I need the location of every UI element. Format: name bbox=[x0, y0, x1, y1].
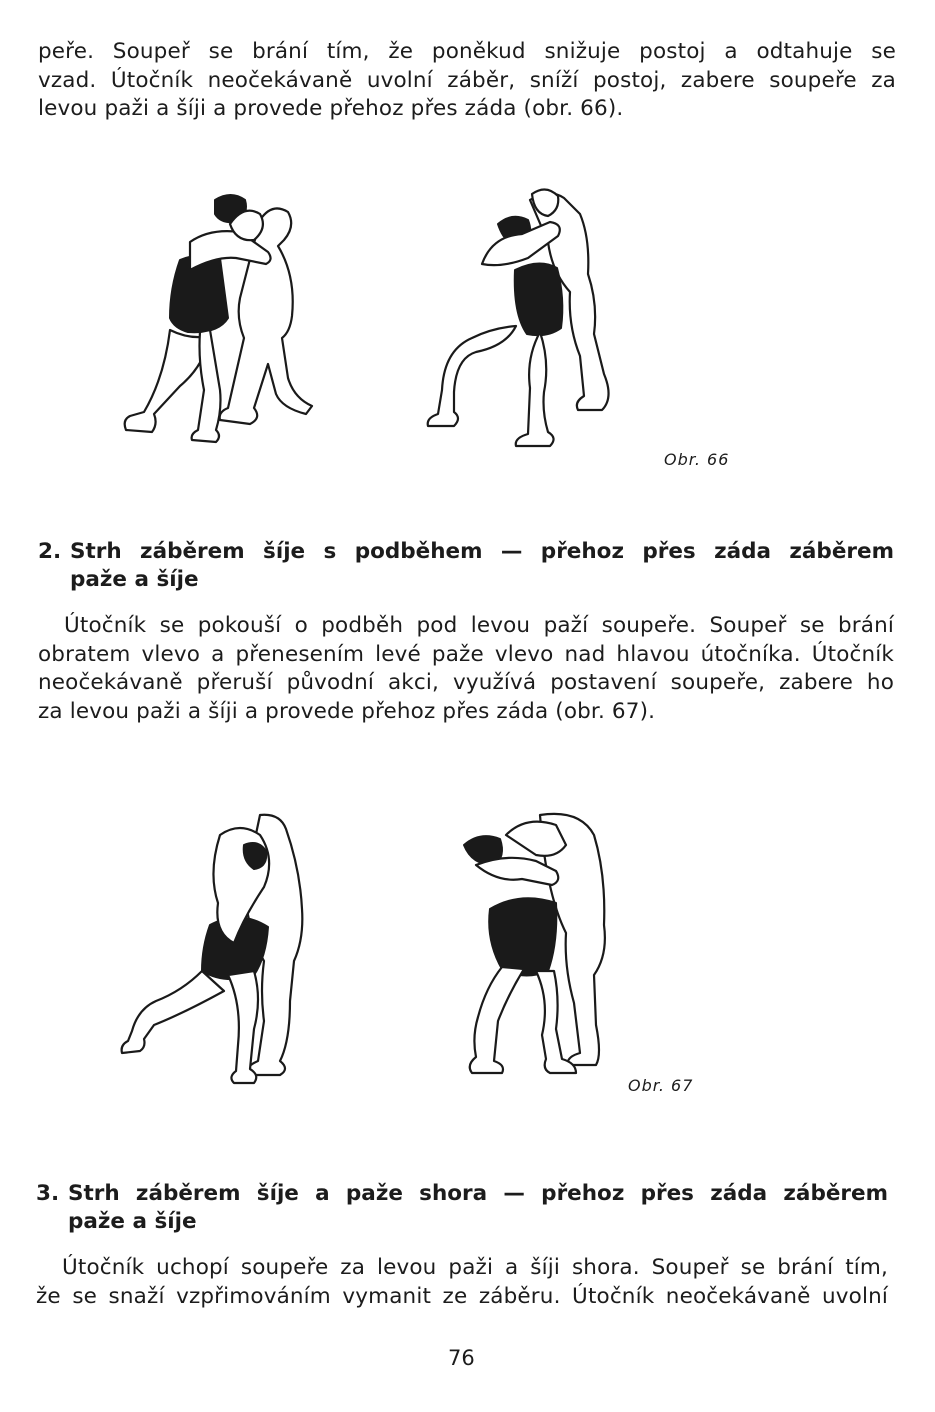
text-line: levou paži a šíji a provede přehoz přes záda (obr. 66). bbox=[38, 96, 624, 121]
section-title-line: Strh záběrem šíje a paže shora — přehoz přes záda záběrem bbox=[68, 1181, 888, 1206]
figure-67-caption: Obr. 67 bbox=[628, 1076, 694, 1095]
text-line: vzad. Útočník neočekávaně uvolní záběr, sníží postoj, zabere soupeře za bbox=[38, 67, 896, 93]
section-title-line: Strh záběrem šíje s podběhem — přehoz přes záda záběrem bbox=[70, 539, 894, 564]
text-line: Útočník uchopí soupeře za levou paži a šíji shora. Soupeř se brání tím, bbox=[62, 1255, 888, 1280]
figure-66-right-illustration bbox=[420, 180, 650, 470]
section-number: 2. bbox=[38, 539, 62, 564]
text-line: peře. Soupeř se brání tím, že poněkud snižuje postoj a odtahuje se bbox=[38, 39, 896, 64]
intro-paragraph bbox=[38, 38, 896, 124]
text-line: že se snaží vzpřimováním vymanit ze záběru. Útočník neočekávaně uvolní bbox=[36, 1283, 888, 1309]
section-title-line: paže a šíje bbox=[68, 1209, 197, 1234]
section-2-body bbox=[38, 612, 894, 726]
figure-67-right-illustration bbox=[440, 805, 660, 1095]
section-2-heading bbox=[38, 538, 894, 594]
figure-66-caption: Obr. 66 bbox=[664, 450, 730, 469]
figure-66-left-illustration bbox=[110, 180, 340, 450]
section-title-line: paže a šíje bbox=[70, 567, 199, 592]
wrestlers-pair-illustration bbox=[110, 805, 330, 1095]
text-line: obratem vlevo a přenesením levé paže vlevo nad hlavou útočníka. Útočník bbox=[38, 641, 894, 667]
text-line: za levou paži a šíji a provede přehoz přes záda (obr. 67). bbox=[38, 698, 656, 724]
wrestlers-pair-illustration bbox=[420, 180, 650, 470]
text-line: Útočník se pokouší o podběh pod levou paží soupeře. Soupeř se brání bbox=[64, 613, 894, 638]
section-number: 3. bbox=[36, 1181, 60, 1206]
section-3-body bbox=[36, 1254, 888, 1311]
text-line: neočekávaně přeruší původní akci, využívá postavení soupeře, zabere ho bbox=[38, 670, 894, 695]
wrestlers-pair-illustration bbox=[110, 180, 340, 450]
figure-67-left-illustration bbox=[110, 805, 330, 1095]
page-number: 76 bbox=[448, 1346, 475, 1370]
wrestlers-pair-illustration bbox=[440, 805, 660, 1095]
section-3-heading bbox=[36, 1180, 888, 1236]
